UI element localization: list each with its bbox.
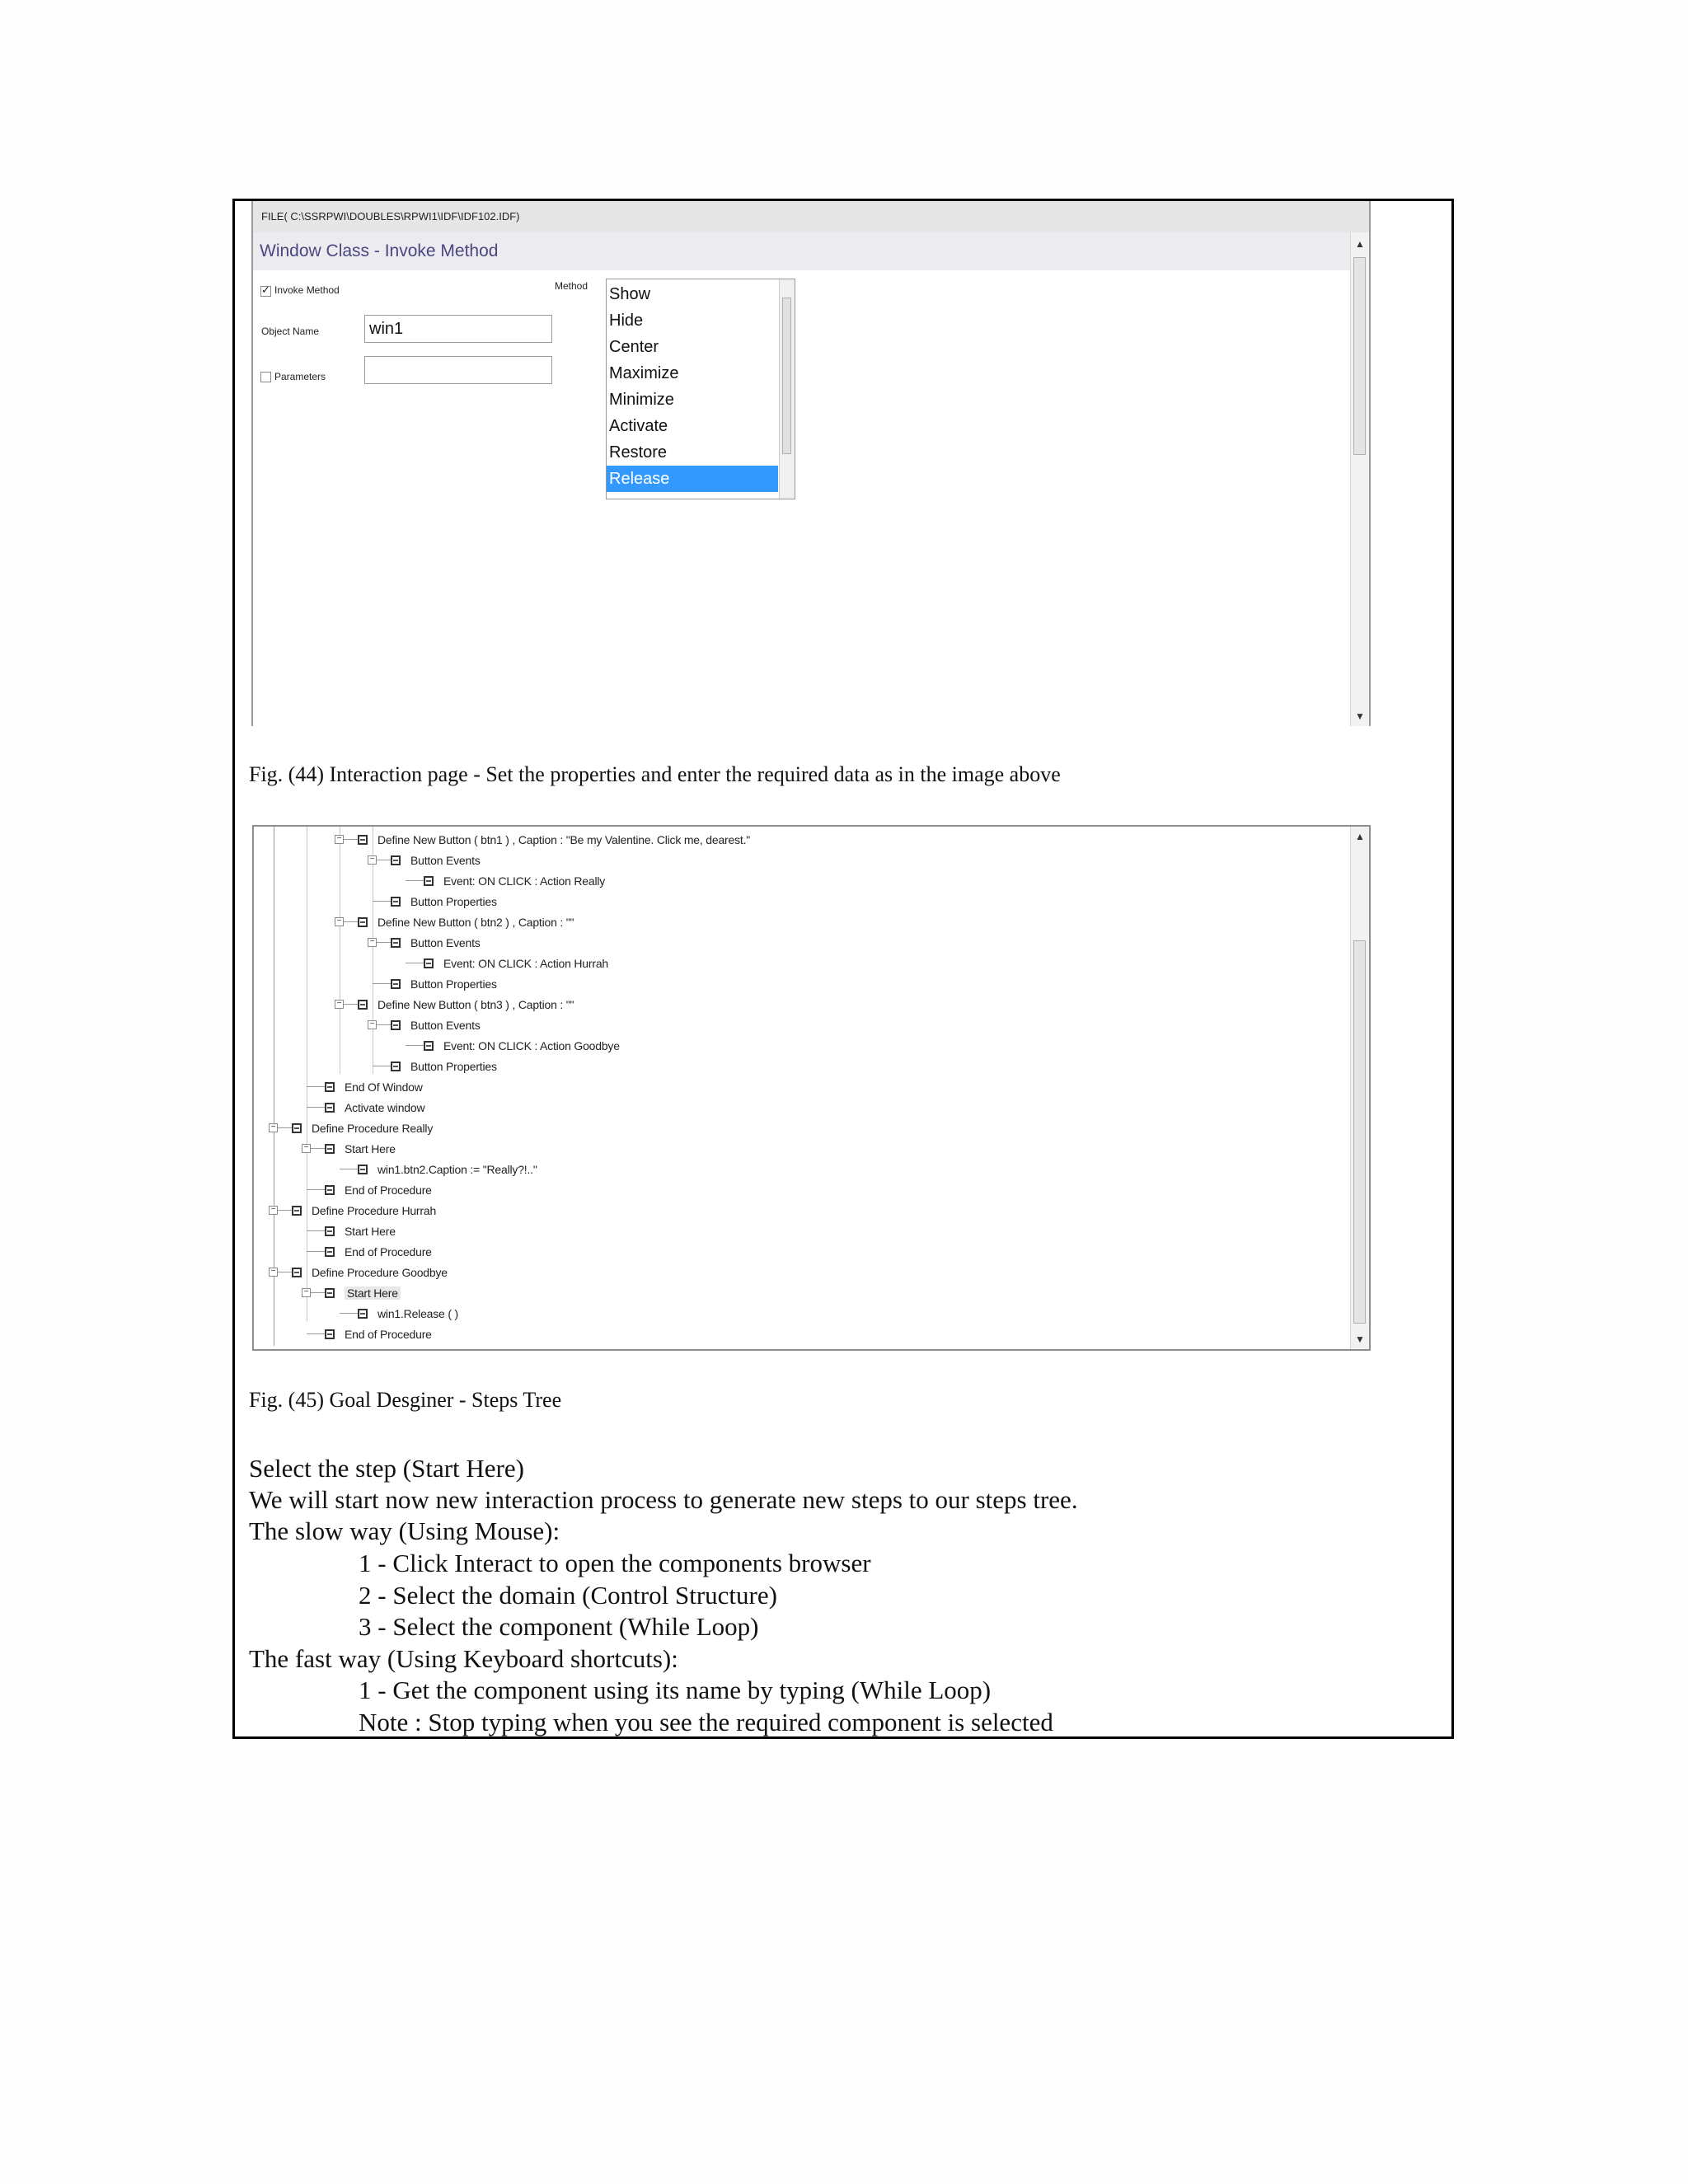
step-icon [391,1020,401,1030]
method-option[interactable]: Restore [609,443,668,462]
collapse-toggle-icon[interactable]: − [302,1288,311,1297]
tree-node-label: Start Here [345,1286,401,1300]
tree-node-label: Event: ON CLICK : Action Goodbye [443,1038,620,1052]
tree-node-label: Define New Button ( btn2 ) , Caption : "" [377,915,574,929]
tree-node[interactable] [424,953,608,973]
step-icon [292,1123,302,1133]
tree-node[interactable] [325,1076,423,1097]
tree-node[interactable] [325,1241,432,1262]
tree-node[interactable] [358,1159,537,1179]
collapse-toggle-icon[interactable]: − [335,835,344,844]
tree-scrollbar[interactable] [1350,827,1369,1349]
tree-node-label: Activate window [345,1100,425,1114]
step-icon [325,1288,335,1298]
instruction-step: 1 - Get the component using its name by typing (While Loop) [359,1675,992,1704]
collapse-toggle-icon[interactable]: − [302,1144,311,1153]
tree-node-label: Event: ON CLICK : Action Really [443,874,606,888]
scroll-down-icon[interactable]: ▼ [1355,710,1365,722]
tree-node-label: Button Properties [410,894,497,908]
tree-node-label: End of Procedure [345,1183,432,1197]
instruction-note: Note : Stop typing when you see the required component is selected [359,1708,1053,1736]
instruction-step: 1 - Click Interact to open the components browser [359,1549,871,1577]
parameters-checkbox[interactable] [260,372,271,382]
tree-connector [307,1230,325,1231]
method-option[interactable]: Activate [609,417,668,435]
step-icon [391,979,401,989]
tree-node-label: Define New Button ( btn3 ) , Caption : "" [377,997,574,1011]
page-scrollbar[interactable] [1350,232,1369,726]
method-option-selected[interactable]: Release [607,466,778,492]
object-name-field[interactable]: win1 [364,315,552,343]
scroll-up-icon[interactable]: ▲ [1355,238,1365,250]
tree-node[interactable] [358,829,750,850]
step-icon [391,855,401,865]
tree-node[interactable] [391,1056,497,1076]
tree-node[interactable] [358,1303,458,1324]
instruction-step: 3 - Select the component (While Loop) [359,1612,759,1641]
tree-node-label: win1.btn2.Caption := "Really?!.." [377,1162,537,1176]
step-icon [358,1000,368,1010]
tree-node[interactable] [391,891,497,912]
collapse-toggle-icon[interactable]: − [368,1020,377,1029]
tree-node[interactable] [325,1282,401,1303]
step-icon [325,1082,335,1092]
step-icon [424,876,434,886]
step-icon [325,1144,335,1154]
step-icon [325,1247,335,1257]
tree-node-label: Start Here [345,1141,396,1155]
tree-node[interactable] [325,1138,396,1159]
tree-node[interactable] [292,1200,436,1221]
tree-connector [406,1045,424,1046]
step-icon [325,1226,335,1236]
object-name-label: Object Name [261,326,320,337]
tree-node-label: win1.Release ( ) [377,1306,458,1320]
tree-connector [373,983,391,984]
fig45-caption: Fig. (45) Goal Desginer - Steps Tree [249,1388,562,1412]
tree-node[interactable] [358,912,574,932]
page-scroll-thumb[interactable] [1353,257,1366,455]
invoke-method-label: Invoke Method [274,284,340,296]
steps-tree-screenshot [252,825,1371,1351]
scroll-down-icon[interactable]: ▼ [1355,1333,1365,1345]
scroll-up-icon[interactable]: ▲ [1355,831,1365,842]
tree-node[interactable] [325,1221,396,1241]
tree-connector [373,901,391,902]
step-icon [325,1329,335,1339]
tree-node[interactable] [325,1179,432,1200]
tree-node-label: Button Events [410,935,481,949]
step-icon [292,1206,302,1216]
window-title: Window Class - Invoke Method [253,232,1369,270]
step-icon [358,1309,368,1319]
collapse-toggle-icon[interactable]: − [269,1206,278,1215]
tree-node[interactable] [424,1035,620,1056]
step-icon [292,1268,302,1277]
tree-node[interactable] [424,870,605,891]
instruction-step: 2 - Select the domain (Control Structure) [359,1581,777,1610]
tree-node-label: Button Properties [410,977,497,991]
method-option[interactable]: Show [609,285,651,303]
tree-node-label: End of Procedure [345,1244,432,1258]
tree-node[interactable] [292,1262,448,1282]
step-icon [391,1062,401,1071]
tree-node[interactable] [391,850,481,870]
step-icon [358,917,368,927]
method-label: Method [555,280,588,292]
tree-node-label: Button Events [410,853,481,867]
tree-node-label: Define New Button ( btn1 ) , Caption : "Be my Valentine. Click me, dearest." [377,832,751,846]
tree-node-label: End of Procedure [345,1327,432,1341]
invoke-method-screenshot [251,201,1371,726]
method-listbox[interactable] [606,279,795,499]
invoke-method-checkbox[interactable] [260,286,271,297]
step-icon [358,1165,368,1174]
tree-connector [307,1333,325,1334]
tree-connector [307,1251,325,1252]
tree-connector [307,1086,325,1087]
tree-node[interactable] [325,1324,432,1344]
step-icon [358,835,368,845]
tree-connector [307,1107,325,1108]
collapse-toggle-icon[interactable]: − [335,1000,344,1009]
tree-node-label: Button Events [410,1018,481,1032]
file-path: FILE( C:\SSRPWI\DOUBLES\RPWI1\IDF\IDF102.IDF) [253,201,1369,233]
tree-node-label: Button Properties [410,1059,497,1073]
tree-connector [340,1313,358,1314]
tree-node[interactable] [358,994,574,1015]
method-list-scrollbar[interactable] [779,279,795,499]
instruction-line: We will start now new interaction process to generate new steps to our steps tree. [249,1485,1078,1514]
tree-node[interactable] [325,1097,424,1118]
fig44-caption: Fig. (44) Interaction page - Set the properties and enter the required data as in the image above [249,762,1061,786]
step-icon [424,1041,434,1051]
step-icon [424,958,434,968]
method-option[interactable]: Maximize [609,364,679,382]
tree-node-label: Define Procedure Hurrah [312,1203,437,1217]
tree-node[interactable] [292,1118,433,1138]
collapse-toggle-icon[interactable]: − [335,917,344,926]
collapse-toggle-icon[interactable]: − [368,938,377,947]
step-icon [391,897,401,907]
method-option[interactable]: Hide [609,312,644,330]
method-list-scroll-thumb[interactable] [782,298,791,454]
step-icon [325,1185,335,1195]
method-option[interactable]: Minimize [609,391,674,409]
instruction-line: Select the step (Start Here) [249,1454,524,1483]
tree-node[interactable] [391,1015,481,1035]
parameters-field[interactable] [364,356,552,384]
parameters-label: Parameters [274,371,326,382]
tree-node[interactable] [391,932,481,953]
tree-node-label: Event: ON CLICK : Action Hurrah [443,956,608,970]
tree-node-label: End Of Window [345,1080,423,1094]
tree-scroll-thumb[interactable] [1353,940,1366,1324]
instruction-line: The slow way (Using Mouse): [249,1516,560,1545]
step-icon [391,938,401,948]
tree-connector [307,1189,325,1190]
instruction-line: The fast way (Using Keyboard shortcuts): [249,1644,678,1673]
collapse-toggle-icon[interactable]: − [269,1268,278,1277]
tree-node-label: Define Procedure Goodbye [312,1265,448,1279]
method-options [607,279,795,492]
method-option[interactable]: Center [609,338,659,356]
tree-connector [406,880,424,881]
step-icon [325,1103,335,1113]
tree-node-label: Start Here [345,1224,396,1238]
tree-node[interactable] [391,973,497,994]
collapse-toggle-icon[interactable]: − [368,855,377,865]
collapse-toggle-icon[interactable]: − [269,1123,278,1132]
tree-node-label: Define Procedure Really [312,1121,434,1135]
